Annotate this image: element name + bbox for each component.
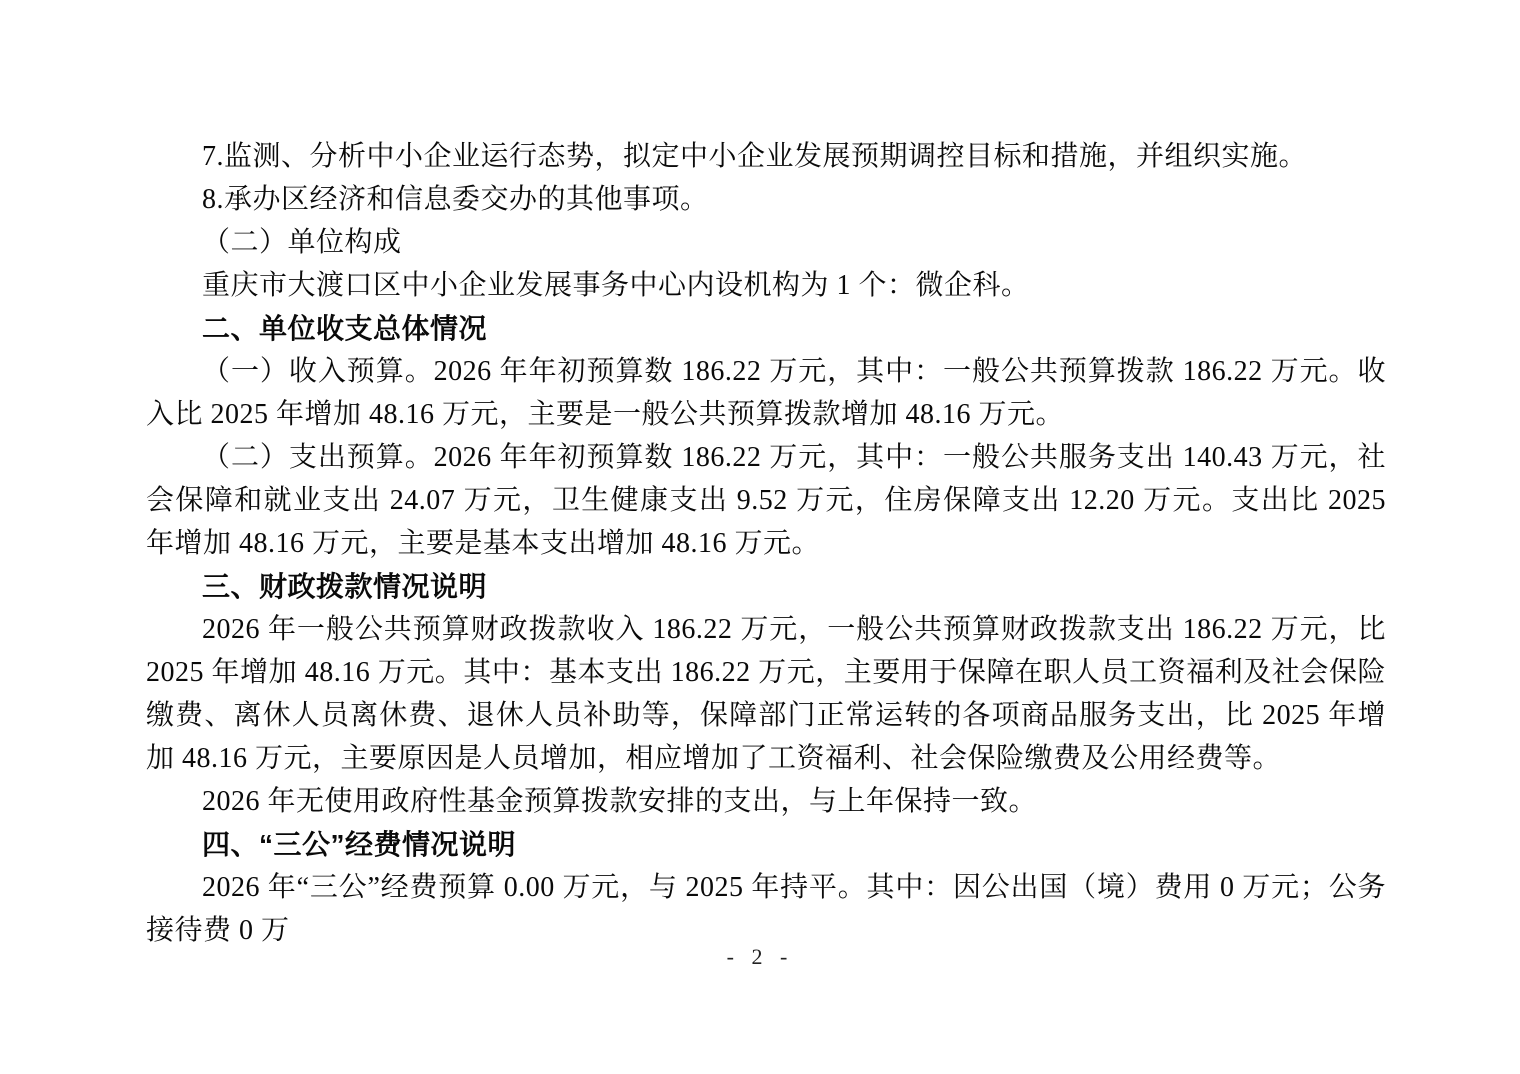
body-paragraph: 2026 年“三公”经费预算 0.00 万元，与 2025 年持平。其中：因公出国（境）费用 0 万元；公务接待费 0 万 — [146, 872, 1386, 946]
body-paragraph: 2026 年无使用政府性基金预算拨款安排的支出，与上年保持一致。 — [202, 786, 1038, 817]
document-content — [146, 135, 1386, 952]
body-paragraph: （一）收入预算。2026 年年初预算数 186.22 万元，其中：一般公共预算拨款 186.22 万元。收入比 2025 年增加 48.16 万元，主要是一般公共预算拨款增加 48.16 万元。 — [146, 356, 1386, 430]
body-paragraph: 7.监测、分析中小企业运行态势，拟定中小企业发展预期调控目标和措施，并组织实施。 — [202, 141, 1308, 172]
body-paragraph: 重庆市大渡口区中小企业发展事务中心内设机构为 1 个：微企科。 — [202, 270, 1030, 301]
section-heading-fiscal-appropriation: 三、财政拨款情况说明 — [202, 571, 488, 602]
body-paragraph: （二）单位构成 — [202, 227, 402, 258]
section-heading-three-public-expenses: 四、“三公”经费情况说明 — [202, 829, 517, 860]
body-paragraph: （二）支出预算。2026 年年初预算数 186.22 万元，其中：一般公共服务支出 140.43 万元，社会保障和就业支出 24.07 万元，卫生健康支出 9.52 万元，住房保障支出 12.20 万元。支出比 2025 年增加 48.16 万元，主要是基本支出增加 48.16 万元。 — [146, 442, 1386, 559]
page-number: - 2 - — [726, 944, 794, 969]
body-paragraph: 2026 年一般公共预算财政拨款收入 186.22 万元，一般公共预算财政拨款支出 186.22 万元，比 2025 年增加 48.16 万元。其中：基本支出 186.22 万元，主要用于保障在职人员工资福利及社会保险缴费、离休人员离休费、退休人员补助等，保障部门正常运转的各项商品服务支出，比 2025 年增加 48.16 万元，主要原因是人员增加，相应增加了工资福利、社会保险缴费及公用经费等。 — [146, 614, 1386, 774]
section-heading-unit-revenue-expenditure: 二、单位收支总体情况 — [202, 313, 488, 344]
body-paragraph: 8.承办区经济和信息委交办的其他事项。 — [202, 184, 709, 215]
